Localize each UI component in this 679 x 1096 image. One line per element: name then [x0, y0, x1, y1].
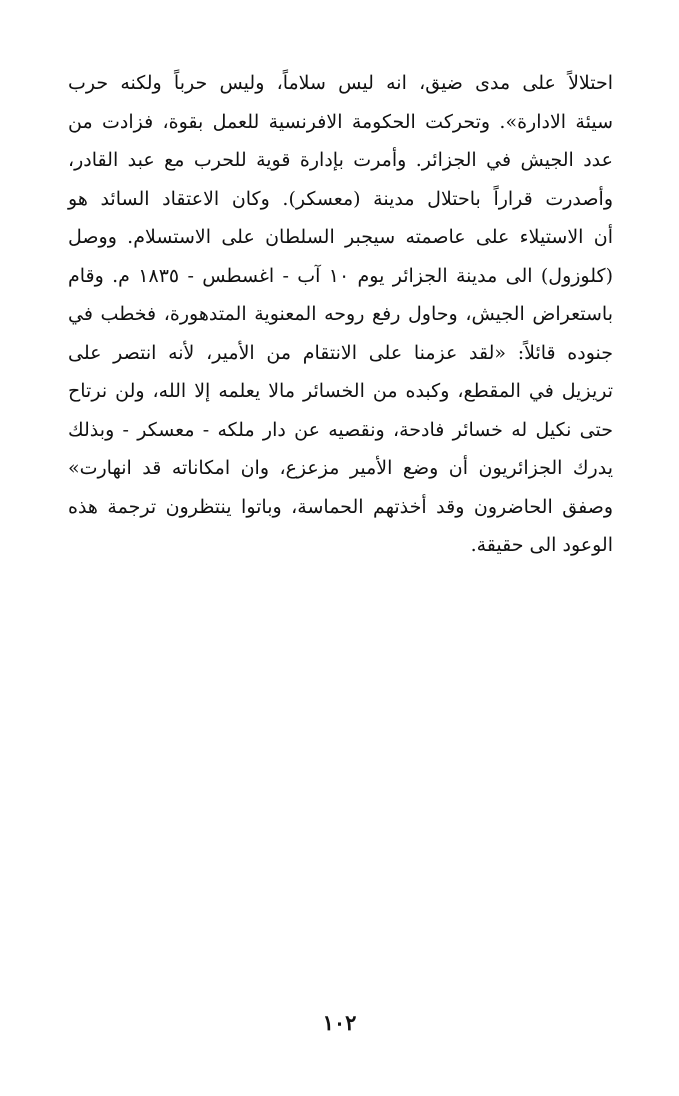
text-line: حتى نكيل له خسائر فادحة، ونقصيه عن دار ملكه - معسكر - وبذلك: [68, 418, 613, 441]
text-line: الوعود الى حقيقة.: [470, 534, 613, 556]
text-line: باستعراض الجيش، وحاول رفع روحه المعنوية المتدهورة، فخطب في: [68, 303, 613, 325]
body-text: [68, 64, 613, 565]
text-line: سيئة الادارة». وتحركت الحكومة الافرنسية للعمل بقوة، فزادت من: [68, 110, 613, 133]
text-line: يدرك الجزائريون أن وضع الأمير مزعزع، وان امكاناته قد انهارت»: [68, 457, 613, 479]
text-line: وأصدرت قراراً باحتلال مدينة (معسكر). وكان الاعتقاد السائد هو: [68, 187, 613, 210]
text-line: أن الاستيلاء على عاصمته سيجبر السلطان على الاستسلام. ووصل: [68, 226, 613, 248]
text-line: تريزيل في المقطع، وكبده من الخسائر مالا يعلمه إلا الله، ولن نرتاح: [68, 380, 613, 402]
text-line: وصفق الحاضرون وقد أخذتهم الحماسة، وباتوا ينتظرون ترجمة هذه: [68, 495, 613, 518]
text-line: احتلالاً على مدى ضيق، انه ليس سلاماً، وليس حرباً ولكنه حرب: [68, 72, 613, 94]
text-line: (كلوزول) الى مدينة الجزائر يوم ١٠ آب - اغسطس - ١٨٣٥ م. وقام: [68, 264, 613, 287]
page-number: ١٠٢: [322, 1010, 357, 1035]
text-line: عدد الجيش في الجزائر. وأمرت بإدارة قوية للحرب مع عبد القادر،: [68, 149, 613, 171]
text-line: جنوده قائلاً: «لقد عزمنا على الانتقام من الأمير، لأنه انتصر على: [68, 341, 613, 364]
